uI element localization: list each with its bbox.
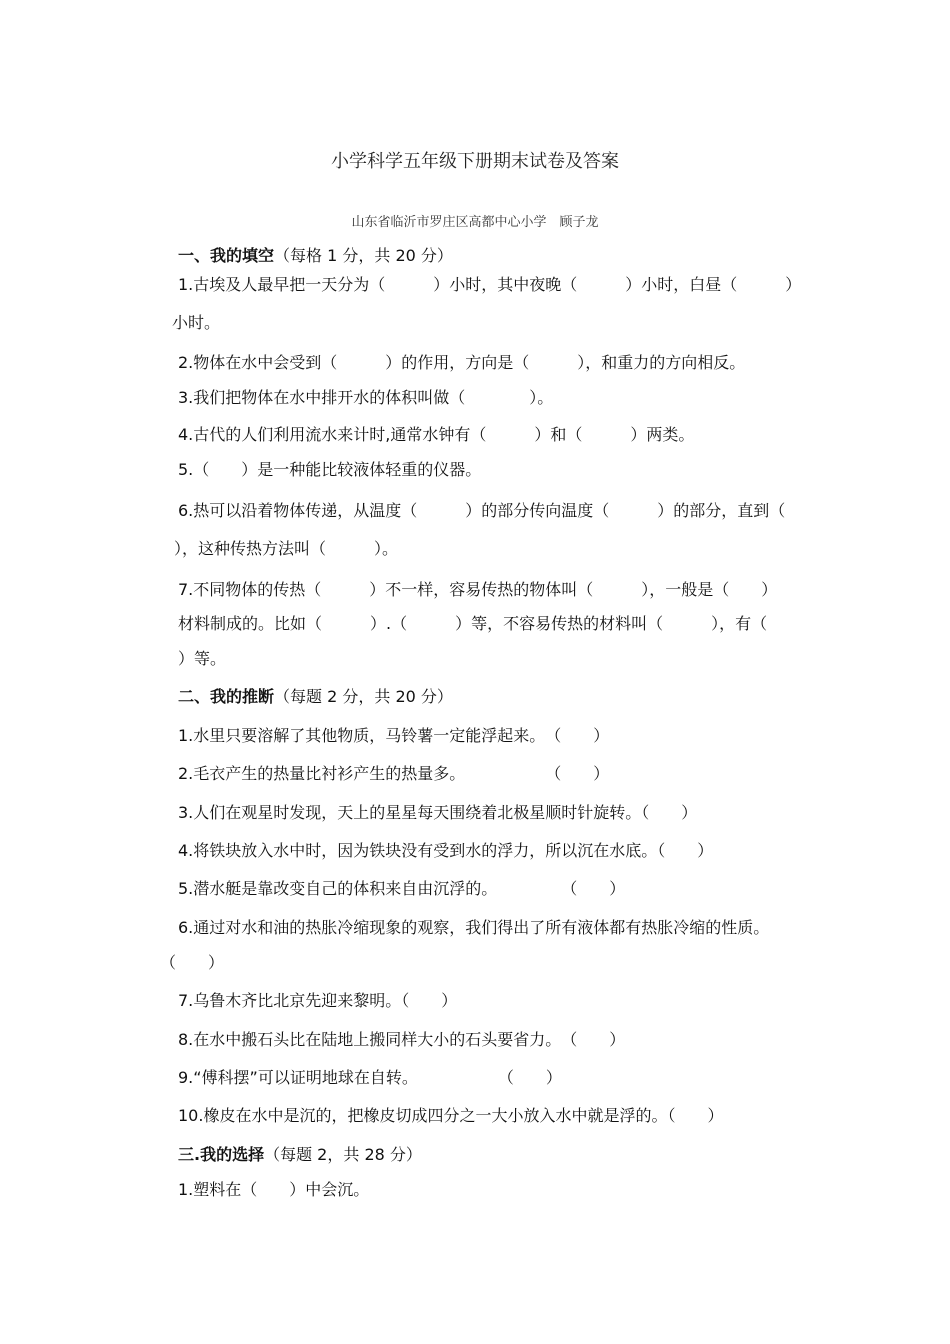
question-line: ）等。 (178, 649, 227, 668)
question-line: ），这种传热方法叫（ ）。 (174, 539, 399, 558)
question-line: 9.“傅科摆”可以证明地球在自转。 （ ） (178, 1068, 562, 1087)
question-line: 6.热可以沿着物体传递，从温度（ ）的部分传向温度（ ）的部分，直到（ (178, 501, 786, 520)
question-line: 2.物体在水中会受到（ ）的作用，方向是（ ），和重力的方向相反。 (178, 353, 746, 372)
question-line: 10.橡皮在水中是沉的，把橡皮切成四分之一大小放入水中就是浮的。（ ） (178, 1106, 724, 1125)
question-line: 8.在水中搬石头比在陆地上搬同样大小的石头要省力。 （ ） (178, 1030, 626, 1049)
section-1-title: 一、我的填空 (178, 246, 275, 265)
question-line: 1.水里只要溶解了其他物质，马铃薯一定能浮起来。 （ ） (178, 726, 610, 745)
question-line: 7.不同物体的传热（ ）不一样，容易传热的物体叫（ ），一般是（ ） (178, 580, 778, 599)
question-line: 4.古代的人们利用流水来计时,通常水钟有（ ）和（ ）两类。 (178, 425, 695, 444)
section-2-title: 二、我的推断 (178, 687, 275, 706)
section-1-heading (178, 246, 453, 266)
question-line: 小时。 (172, 313, 221, 332)
question-line: 1.古埃及人最早把一天分为（ ）小时，其中夜晚（ ）小时，白昼（ ） (178, 275, 802, 294)
question-line: 7.乌鲁木齐比北京先迎来黎明。（ ） (178, 991, 458, 1010)
section-3-heading (178, 1145, 422, 1165)
question-line: 5.潜水艇是靠改变自己的体积来自由沉浮的。 （ ） (178, 879, 626, 898)
document-title: 小学科学五年级下册期末试卷及答案 (331, 151, 619, 172)
section-3-note: （每题 2，共 28 分） (264, 1145, 422, 1164)
section-1-note: （每格 1 分，共 20 分） (274, 246, 453, 265)
question-line: 3.我们把物体在水中排开水的体积叫做（ ）。 (178, 388, 554, 407)
question-line: 材料制成的。比如（ ）.（ ）等，不容易传热的材料叫（ ），有（ (178, 614, 768, 633)
question-line: 4.将铁块放入水中时，因为铁块没有受到水的浮力，所以沉在水底。（ ） (178, 841, 714, 860)
section-2-heading (178, 687, 453, 707)
question-line: 2.毛衣产生的热量比衬衫产生的热量多。 （ ） (178, 764, 610, 783)
section-3-title: 三.我的选择 (178, 1145, 265, 1164)
question-line: 6.通过对水和油的热胀冷缩现象的观察，我们得出了所有液体都有热胀冷缩的性质。 (178, 918, 770, 937)
question-line: （ ） (160, 953, 225, 972)
question-line: 1.塑料在（ ）中会沉。 (178, 1180, 370, 1199)
author-line: 山东省临沂市罗庄区高都中心小学 顾子龙 (351, 215, 599, 230)
question-line: 5.（ ）是一种能比较液体轻重的仪器。 (178, 460, 482, 479)
section-2-note: （每题 2 分，共 20 分） (274, 687, 453, 706)
question-line: 3.人们在观星时发现，天上的星星每天围绕着北极星顺时针旋转。（ ） (178, 803, 698, 822)
